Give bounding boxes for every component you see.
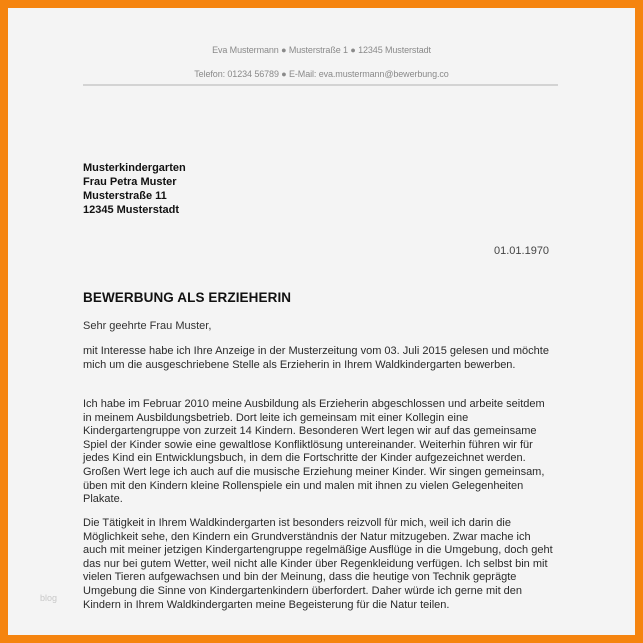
recipient-line: Musterstraße 11 xyxy=(83,190,167,202)
header-divider xyxy=(83,84,558,86)
salutation: Sehr geehrte Frau Muster, xyxy=(83,320,212,332)
body-paragraph: mit Interesse habe ich Ihre Anzeige in der Musterzeitung vom 03. Juli 2015 gelesen und möchte mich um die ausgeschriebene Stelle als Erzieherin in Ihrem Waldkindergarten bewerben. xyxy=(83,345,549,371)
sender-address-line: Eva Mustermann ● Musterstraße 1 ● 12345 Musterstadt xyxy=(212,45,431,55)
letter-page xyxy=(8,8,635,635)
sender-contact-line: Telefon: 01234 56789 ● E-Mail: eva.mustermann@bewerbung.co xyxy=(194,69,449,79)
body-paragraph: Die Tätigkeit in Ihrem Waldkindergarten ist besonders reizvoll für mich, weil ich darin die Möglichkeit sehe, den Kindern ein Grundverständnis der Natur mitzugeben. Zwar mache ich auch mit meiner jetzigen Kindergartengruppe regelmäßige Ausflüge in die Umgebung, doch geht das nur bei gutem Wetter, weil nicht alle Kinder über Regenkleidung verfügen. Ich selbst bin mit vielen Tieren aufgewachsen und bin der Meinung, dass die heutige von Technik geprägte Umgebung die Sinne von Kindergartenkindern überfordert. Daher würde ich gerne mit den Kindern in Ihrem Waldkindergarten meine Begeisterung für die Natur teilen. xyxy=(83,517,553,611)
recipient-line: 12345 Musterstadt xyxy=(83,204,179,216)
letter-date: 01.01.1970 xyxy=(494,245,550,257)
body-paragraph: Ich habe im Februar 2010 meine Ausbildung als Erzieherin abgeschlossen und arbeite seitdem in meinem Ausbildungsbetrieb. Dort leite ich gemeinsam mit einer Kollegin eine Kindergartengruppe von zurzeit 14 Kindern. Besonderen Wert legen wir auf das gemeinsame Spiel der Kinder sowie eine gewaltlose Konfliktlösung untereinander. Weiterhin führen wir für jedes Kind ein Entwicklungsbuch, in dem die Fortschritte der Kinder aufgezeichnet werden. Großen Wert lege ich auch auf die musische Erziehung meiner Kinder. Wir singen gemeinsam, üben mit den Kindern kleine Rollenspiele ein und malen mit ihnen zu vielen Gelegenheiten Plakate. xyxy=(83,398,545,506)
recipient-line: Frau Petra Muster xyxy=(83,176,177,188)
recipient-address xyxy=(83,161,186,217)
letter-subject: BEWERBUNG ALS ERZIEHERIN xyxy=(83,290,292,305)
watermark-text: blog xyxy=(40,593,58,603)
recipient-line: Musterkindergarten xyxy=(83,162,186,174)
